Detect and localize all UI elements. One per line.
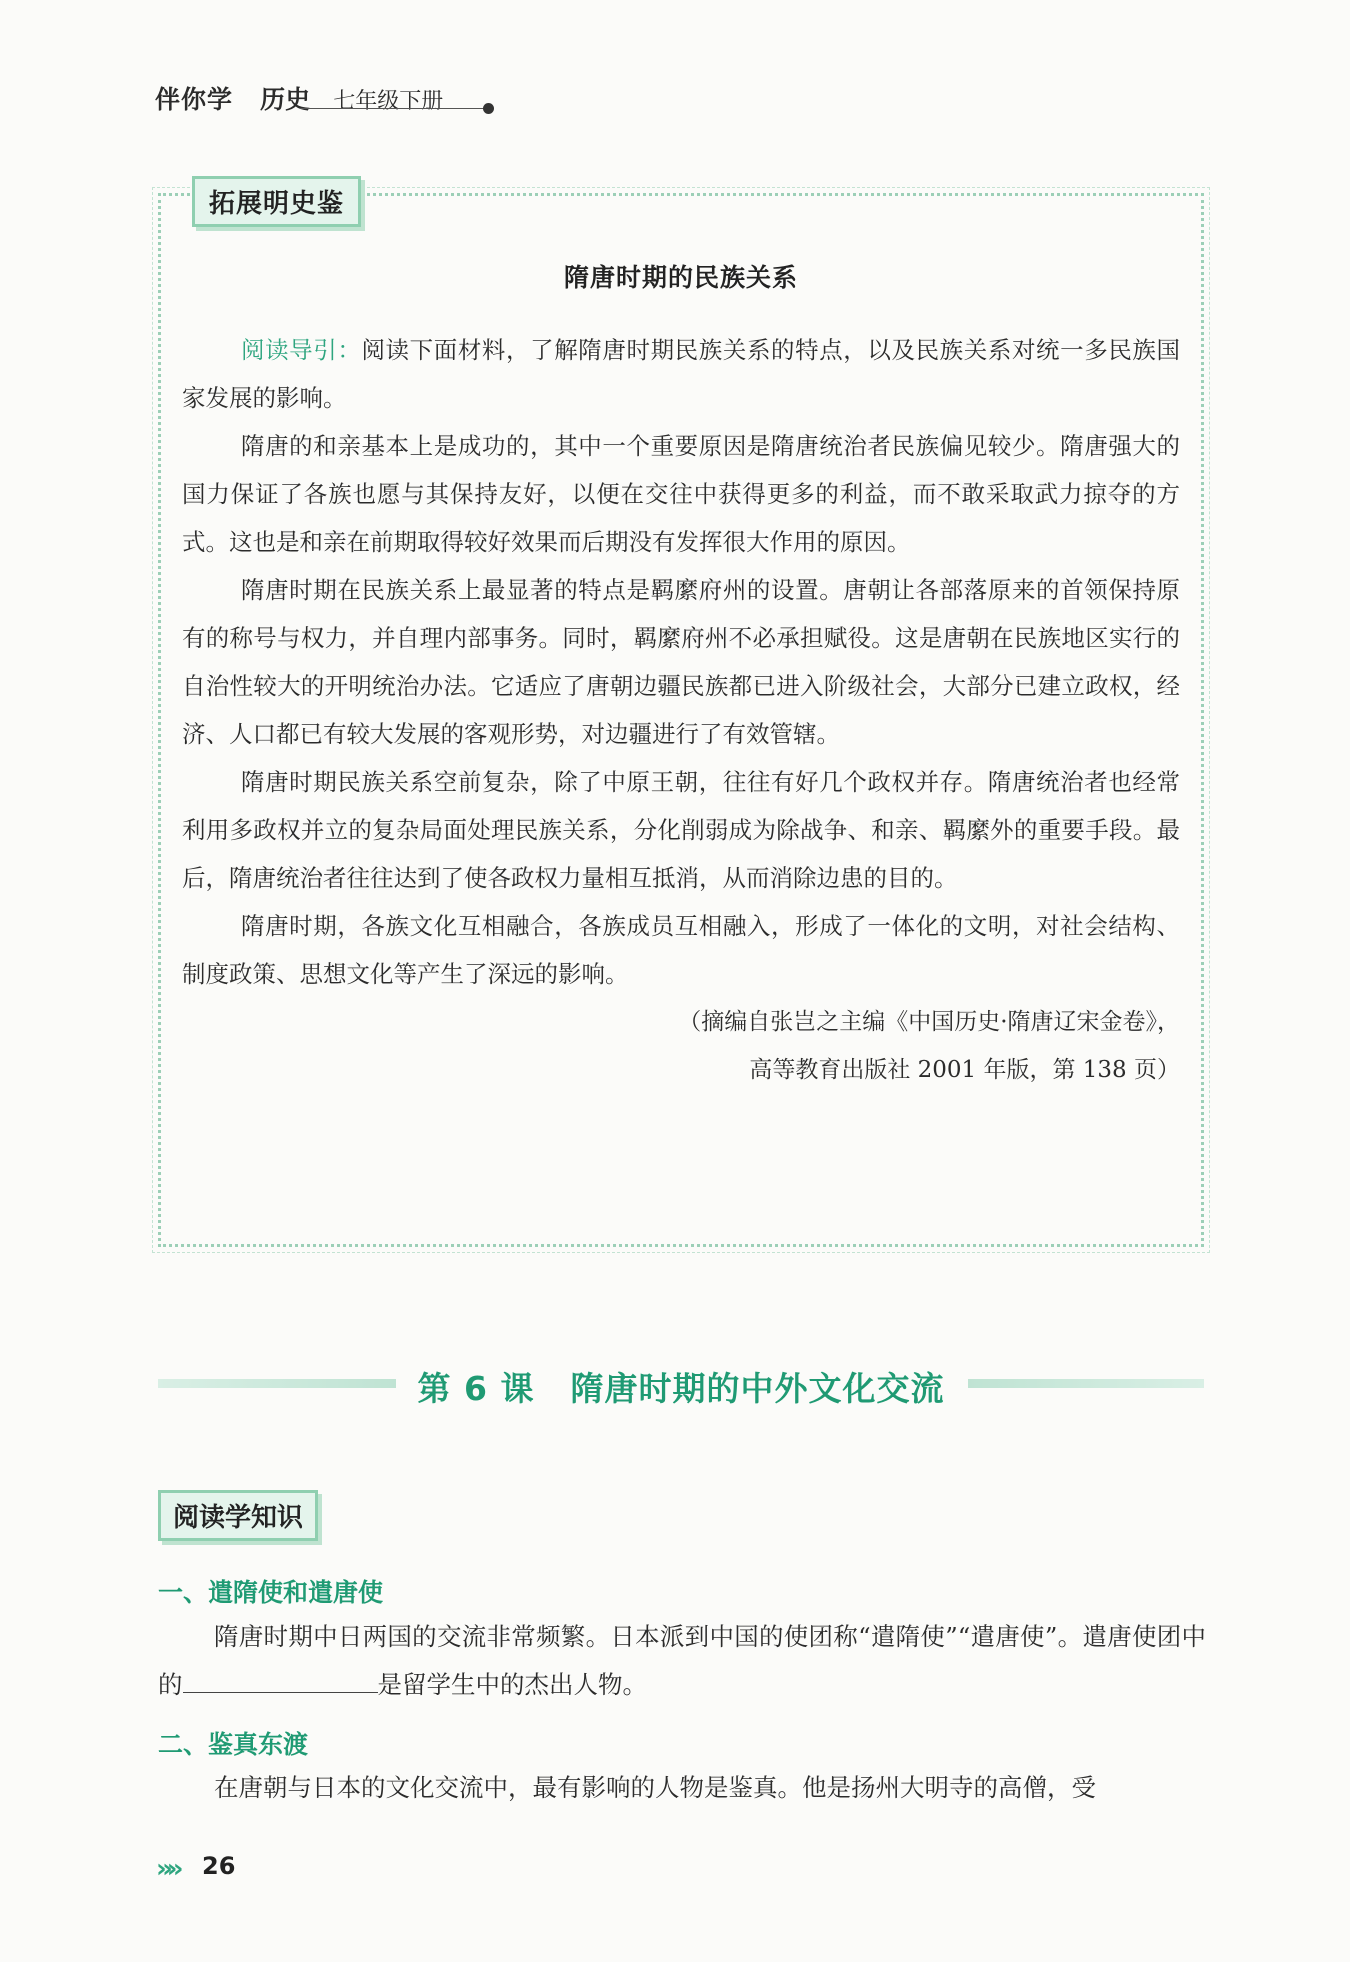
section-body-envoys	[158, 1613, 1206, 1709]
header-dot-icon	[483, 103, 494, 114]
book-subject: 历史	[260, 85, 311, 114]
envoys-text-b: 是留学生中的杰出人物。	[377, 1670, 647, 1699]
reading-guide-label: 阅读导引：	[241, 336, 362, 364]
section-heading-envoys: 一、遣隋使和遣唐使	[158, 1578, 384, 1607]
extension-tag: 拓展明史鉴	[192, 176, 361, 227]
book-brand: 伴你学	[155, 85, 234, 114]
extension-title: 隋唐时期的民族关系	[563, 263, 798, 292]
envoys-text-a: 隋唐时期中日两国的交流非常频繁。日本派到中国的使团称“遣隋使”“遣唐使”。遣唐使团中的	[158, 1622, 1206, 1699]
section-body-jianzhen	[158, 1764, 1206, 1812]
lesson-title	[158, 1363, 1204, 1410]
extension-body	[182, 326, 1180, 1094]
reading-guide-text: 阅读下面材料，了解隋唐时期民族关系的特点，以及民族关系对统一多民族国家发展的影响。	[182, 336, 1181, 412]
reading-knowledge-tag: 阅读学知识	[158, 1490, 318, 1541]
extension-paragraph: 隋唐时期民族关系空前复杂，除了中原王朝，往往有好几个政权并存。隋唐统治者也经常利用多政权并立的复杂局面处理民族关系，分化削弱成为除战争、和亲、羁縻外的重要手段。最后，隋唐统治者往往达到了使各政权力量相互抵消，从而消除边患的目的。	[182, 768, 1180, 892]
book-grade: 七年级下册	[333, 89, 444, 114]
source-citation-line2: 高等教育出版社 2001 年版，第 138 页）	[749, 1057, 1180, 1083]
page-number: 26	[202, 1852, 236, 1880]
source-citation-line1: （摘编自张岂之主编《中国历史·隋唐辽宋金卷》，	[678, 1009, 1180, 1035]
extension-paragraph: 隋唐的和亲基本上是成功的，其中一个重要原因是隋唐统治者民族偏见较少。隋唐强大的国力保证了各族也愿与其保持友好，以便在交往中获得更多的利益，而不敢采取武力掠夺的方式。这也是和亲在前期取得较好效果而后期没有发挥很大作用的原因。	[182, 432, 1180, 556]
extension-paragraph: 隋唐时期在民族关系上最显著的特点是羁縻府州的设置。唐朝让各部落原来的首领保持原有的称号与权力，并自理内部事务。同时，羁縻府州不必承担赋役。这是唐朝在民族地区实行的自治性较大的开明统治办法。它适应了唐朝边疆民族都已进入阶级社会，大部分已建立政权，经济、人口都已有较大发展的客观形势，对边疆进行了有效管辖。	[182, 576, 1180, 748]
section-heading-jianzhen: 二、鉴真东渡	[158, 1730, 309, 1759]
reading-guide	[182, 326, 1180, 422]
page-arrows-icon: »»	[156, 1854, 178, 1884]
header-rule	[300, 108, 486, 109]
fill-in-blank[interactable]	[183, 1666, 378, 1693]
jianzhen-text: 在唐朝与日本的文化交流中，最有影响的人物是鉴真。他是扬州大明寺的高僧，受	[214, 1773, 1096, 1802]
extension-paragraph: 隋唐时期，各族文化互相融合，各族成员互相融入，形成了一体化的文明，对社会结构、制度政策、思想文化等产生了深远的影响。	[182, 912, 1180, 988]
running-header	[155, 80, 443, 116]
lesson-name: 隋唐时期的中外文化交流	[570, 1369, 945, 1408]
lesson-number: 第 6 课	[417, 1369, 535, 1408]
